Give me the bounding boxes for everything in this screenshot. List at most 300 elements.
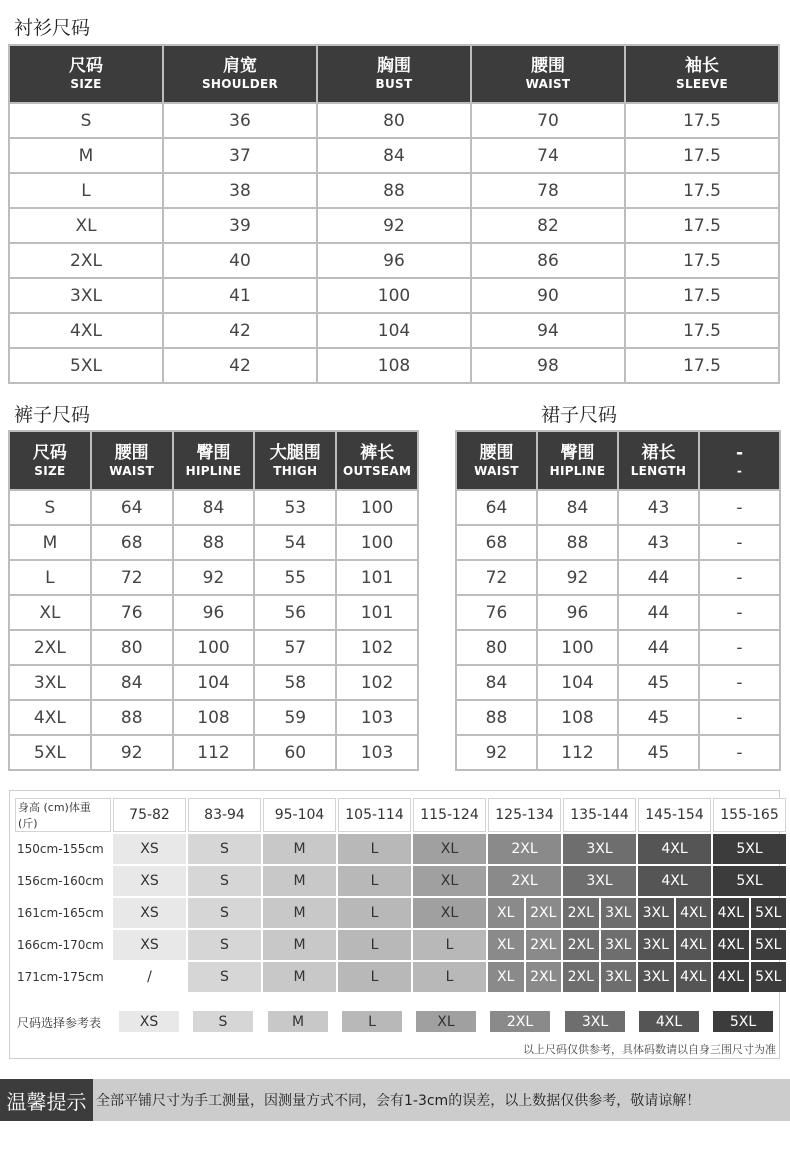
pants-cell: 54	[254, 525, 336, 560]
reference-split	[638, 962, 711, 992]
shirt-row	[9, 103, 779, 138]
skirt-cell: 76	[456, 595, 537, 630]
reference-cell: L	[338, 898, 411, 928]
reference-cell	[563, 930, 636, 960]
skirt-body	[456, 490, 780, 770]
reference-split	[488, 898, 561, 928]
shirt-cell: 82	[471, 208, 625, 243]
reference-split	[488, 962, 561, 992]
reference-note: 以上尺码仅供参考，具体码数请以自身三围尺寸为准	[523, 1043, 776, 1056]
skirt-header-cell	[537, 431, 618, 490]
skirt-cell: 44	[618, 630, 699, 665]
pants-cell: 112	[173, 735, 255, 770]
skirt-cell: 84	[537, 490, 618, 525]
reference-cell: L	[413, 930, 486, 960]
shirt-cell: 98	[471, 348, 625, 383]
reference-body	[15, 834, 786, 992]
skirt-row	[456, 490, 780, 525]
pants-cell: 68	[91, 525, 173, 560]
pants-cell: S	[9, 490, 91, 525]
reference-split-size: 2XL	[563, 898, 599, 928]
skirt-row	[456, 560, 780, 595]
reference-cell: L	[338, 962, 411, 992]
shirt-header-en: WAIST	[525, 77, 571, 91]
skirt-cell: -	[699, 665, 780, 700]
shirt-cell: 38	[163, 173, 317, 208]
skirt-size-table	[455, 430, 781, 771]
reference-cell	[488, 930, 561, 960]
shirt-cell: 4XL	[9, 313, 163, 348]
pants-header-en: THIGH	[273, 463, 318, 478]
pants-header-cn: 腰围	[114, 442, 149, 463]
reference-cell: M	[263, 898, 336, 928]
shirt-cell: 17.5	[625, 138, 779, 173]
reference-cell	[638, 962, 711, 992]
reference-split-size: XL	[488, 898, 524, 928]
pants-cell: 5XL	[9, 735, 91, 770]
pants-cell: 102	[336, 630, 418, 665]
shirt-cell: 3XL	[9, 278, 163, 313]
pants-cell: M	[9, 525, 91, 560]
reference-cell	[713, 930, 786, 960]
shirt-cell: 80	[317, 103, 471, 138]
reference-cell	[638, 930, 711, 960]
shirt-cell: 42	[163, 348, 317, 383]
shirt-cell: 100	[317, 278, 471, 313]
size-legend	[0, 1009, 790, 1033]
legend-chip: XS	[119, 1011, 179, 1032]
reference-split-size: 4XL	[713, 930, 749, 960]
shirt-cell: 17.5	[625, 243, 779, 278]
shirt-cell: 42	[163, 313, 317, 348]
skirt-cell: 72	[456, 560, 537, 595]
pants-cell: 84	[173, 490, 255, 525]
shirt-body	[9, 103, 779, 383]
legend-chip: 4XL	[639, 1011, 699, 1032]
reference-split-size: 2XL	[563, 930, 599, 960]
pants-row	[9, 700, 418, 735]
reference-cell	[563, 962, 636, 992]
reference-split-size: XL	[488, 930, 524, 960]
reference-cell: S	[188, 866, 261, 896]
skirt-cell: 88	[537, 525, 618, 560]
shirt-cell: 86	[471, 243, 625, 278]
skirt-row	[456, 700, 780, 735]
shirt-cell: 39	[163, 208, 317, 243]
shirt-cell: 36	[163, 103, 317, 138]
weight-range-header: 155-165	[713, 798, 786, 832]
reference-split-size: 4XL	[676, 962, 712, 992]
skirt-cell: 108	[537, 700, 618, 735]
skirt-cell: 43	[618, 525, 699, 560]
weight-range-header: 135-144	[563, 798, 636, 832]
reference-split	[713, 898, 786, 928]
shirt-row	[9, 348, 779, 383]
reference-split	[638, 898, 711, 928]
skirt-header-cn: -	[735, 442, 744, 463]
reference-cell: /	[113, 962, 186, 992]
skirt-cell: -	[699, 735, 780, 770]
skirt-cell: -	[699, 560, 780, 595]
pants-cell: 56	[254, 595, 336, 630]
shirt-cell: 70	[471, 103, 625, 138]
pants-cell: 101	[336, 595, 418, 630]
reference-split-size: 4XL	[713, 898, 749, 928]
reference-split-size: 2XL	[563, 962, 599, 992]
skirt-cell: 104	[537, 665, 618, 700]
skirt-cell: 84	[456, 665, 537, 700]
shirt-header-cell	[163, 45, 317, 103]
weight-range-header: 115-124	[413, 798, 486, 832]
shirt-header-cell	[9, 45, 163, 103]
shirt-row	[9, 138, 779, 173]
pants-cell: 100	[173, 630, 255, 665]
reference-split	[713, 962, 786, 992]
shirt-row	[9, 173, 779, 208]
shirt-cell: 104	[317, 313, 471, 348]
reference-corner-label: 身高 (cm)体重(斤)	[15, 798, 111, 832]
shirt-cell: 17.5	[625, 173, 779, 208]
shirt-cell: L	[9, 173, 163, 208]
reference-cell	[563, 898, 636, 928]
pants-row	[9, 490, 418, 525]
reference-cell: 5XL	[713, 866, 786, 896]
pants-header-en: WAIST	[109, 463, 155, 478]
pants-row	[9, 560, 418, 595]
legend-chip: L	[342, 1011, 402, 1032]
reference-cell: L	[338, 866, 411, 896]
pants-row	[9, 595, 418, 630]
shirt-cell: 5XL	[9, 348, 163, 383]
reference-split-size: XL	[488, 962, 524, 992]
skirt-cell: 92	[537, 560, 618, 595]
reference-split-size: 3XL	[638, 898, 674, 928]
shirt-row	[9, 313, 779, 348]
shirt-header-en: SHOULDER	[201, 77, 279, 91]
skirt-cell: 45	[618, 700, 699, 735]
skirt-header-en: HIPLINE	[549, 463, 606, 478]
reference-cell: L	[338, 930, 411, 960]
legend-chip: 2XL	[490, 1011, 550, 1032]
reference-split-size: 4XL	[713, 962, 749, 992]
reference-cell: XS	[113, 834, 186, 864]
skirt-cell: -	[699, 595, 780, 630]
pants-header-cell	[91, 431, 173, 490]
reference-cell	[638, 898, 711, 928]
shirt-header-en: BUST	[375, 77, 413, 91]
legend-chip: XL	[416, 1011, 476, 1032]
skirt-cell: 45	[618, 665, 699, 700]
pants-cell: 88	[91, 700, 173, 735]
reference-cell: M	[263, 834, 336, 864]
reference-cell: 3XL	[563, 866, 636, 896]
pants-cell: 92	[173, 560, 255, 595]
skirt-row	[456, 665, 780, 700]
shirt-header-en: SLEEVE	[676, 77, 728, 91]
shirt-header-cn: 腰围	[531, 56, 565, 76]
reference-cell: 4XL	[638, 866, 711, 896]
reference-cell: L	[338, 834, 411, 864]
reference-row	[15, 898, 786, 928]
shirt-cell: XL	[9, 208, 163, 243]
reference-cell: 2XL	[488, 866, 561, 896]
height-range-label: 150cm-155cm	[15, 834, 111, 864]
pants-cell: 2XL	[9, 630, 91, 665]
pants-cell: 103	[336, 735, 418, 770]
skirt-cell: 68	[456, 525, 537, 560]
skirt-header-cn: 臀围	[560, 442, 595, 463]
shirt-size-table	[8, 44, 780, 384]
shirt-cell: 17.5	[625, 103, 779, 138]
pants-header-en: OUTSEAM	[342, 463, 412, 478]
pants-cell: 80	[91, 630, 173, 665]
pants-row	[9, 665, 418, 700]
pants-row	[9, 525, 418, 560]
pants-header-cell	[336, 431, 418, 490]
reference-split	[713, 930, 786, 960]
reference-cell: S	[188, 930, 261, 960]
weight-range-header: 83-94	[188, 798, 261, 832]
reference-cell	[488, 898, 561, 928]
shirt-cell: 90	[471, 278, 625, 313]
pants-row	[9, 630, 418, 665]
shirt-cell: 88	[317, 173, 471, 208]
reference-cell	[488, 962, 561, 992]
pants-title: 裤子尺码	[14, 404, 91, 426]
reference-split-size: 3XL	[601, 930, 637, 960]
height-range-label: 156cm-160cm	[15, 866, 111, 896]
weight-range-header: 125-134	[488, 798, 561, 832]
reference-header-row	[15, 798, 786, 832]
skirt-header-cell	[456, 431, 537, 490]
skirt-cell: 92	[456, 735, 537, 770]
reference-split-size: 2XL	[526, 930, 562, 960]
pants-header-en: SIZE	[34, 463, 66, 478]
skirt-cell: -	[699, 490, 780, 525]
pants-row	[9, 735, 418, 770]
skirt-cell: 100	[537, 630, 618, 665]
reference-split-size: 2XL	[526, 898, 562, 928]
reference-split-size: 3XL	[638, 930, 674, 960]
shirt-cell: 74	[471, 138, 625, 173]
height-range-label: 166cm-170cm	[15, 930, 111, 960]
pants-cell: 3XL	[9, 665, 91, 700]
pants-cell: 60	[254, 735, 336, 770]
shirt-cell: M	[9, 138, 163, 173]
shirt-cell: 92	[317, 208, 471, 243]
reference-split-size: 4XL	[676, 930, 712, 960]
reference-cell: XL	[413, 898, 486, 928]
reference-row	[15, 962, 786, 992]
pants-header-cn: 裤长	[360, 442, 395, 463]
skirt-header-row	[456, 431, 780, 490]
warm-tip-bar	[0, 1079, 790, 1121]
skirt-header-en: -	[736, 463, 743, 478]
warm-tip-label: 温馨提示	[0, 1079, 93, 1121]
legend-chip: M	[268, 1011, 328, 1032]
reference-cell: 2XL	[488, 834, 561, 864]
skirt-cell: 112	[537, 735, 618, 770]
reference-cell: S	[188, 962, 261, 992]
skirt-header-cell	[618, 431, 699, 490]
pants-cell: 84	[91, 665, 173, 700]
pants-cell: 104	[173, 665, 255, 700]
shirt-header-cell	[471, 45, 625, 103]
pants-cell: 76	[91, 595, 173, 630]
reference-cell: XS	[113, 866, 186, 896]
shirt-cell: 78	[471, 173, 625, 208]
height-range-label: 171cm-175cm	[15, 962, 111, 992]
shirt-cell: 17.5	[625, 348, 779, 383]
skirt-row	[456, 595, 780, 630]
reference-split	[638, 930, 711, 960]
pants-cell: 72	[91, 560, 173, 595]
reference-cell	[713, 962, 786, 992]
legend-chip: 5XL	[713, 1011, 773, 1032]
skirt-cell: 80	[456, 630, 537, 665]
shirt-cell: 2XL	[9, 243, 163, 278]
shirt-header-en: SIZE	[70, 77, 102, 91]
reference-cell: S	[188, 834, 261, 864]
reference-cell: 4XL	[638, 834, 711, 864]
reference-row	[15, 834, 786, 864]
reference-split-size: 4XL	[676, 898, 712, 928]
shirt-cell: 94	[471, 313, 625, 348]
reference-cell: M	[263, 930, 336, 960]
shirt-cell: 84	[317, 138, 471, 173]
skirt-cell: 43	[618, 490, 699, 525]
reference-split-size: 5XL	[751, 930, 787, 960]
skirt-header-cn: 裙长	[641, 442, 676, 463]
reference-cell: XL	[413, 866, 486, 896]
shirt-title: 衬衫尺码	[14, 17, 91, 39]
pants-body	[9, 490, 418, 770]
reference-split-size: 3XL	[638, 962, 674, 992]
pants-cell: 96	[173, 595, 255, 630]
pants-cell: 53	[254, 490, 336, 525]
weight-range-header: 105-114	[338, 798, 411, 832]
pants-header-cell	[254, 431, 336, 490]
reference-row	[15, 866, 786, 896]
pants-cell: 103	[336, 700, 418, 735]
skirt-cell: 64	[456, 490, 537, 525]
reference-cell: 5XL	[713, 834, 786, 864]
skirt-row	[456, 630, 780, 665]
pants-cell: 100	[336, 490, 418, 525]
reference-cell: M	[263, 962, 336, 992]
skirt-header-en: LENGTH	[630, 463, 687, 478]
shirt-cell: 96	[317, 243, 471, 278]
pants-header-en: HIPLINE	[185, 463, 242, 478]
pants-header-cell	[9, 431, 91, 490]
reference-cell: XS	[113, 898, 186, 928]
reference-cell: 3XL	[563, 834, 636, 864]
reference-cell	[713, 898, 786, 928]
shirt-cell: 108	[317, 348, 471, 383]
height-weight-reference-table	[13, 796, 788, 994]
shirt-header-cn: 胸围	[377, 56, 411, 76]
shirt-header-row	[9, 45, 779, 103]
pants-cell: 57	[254, 630, 336, 665]
shirt-row	[9, 243, 779, 278]
reference-split-size: 5XL	[751, 898, 787, 928]
reference-cell: L	[413, 962, 486, 992]
skirt-cell: 88	[456, 700, 537, 735]
pants-cell: 100	[336, 525, 418, 560]
skirt-cell: 44	[618, 595, 699, 630]
pants-header-cn: 臀围	[196, 442, 231, 463]
pants-header-cn: 大腿围	[269, 442, 321, 463]
shirt-header-cn: 袖长	[685, 56, 719, 76]
pants-cell: 101	[336, 560, 418, 595]
weight-range-header: 95-104	[263, 798, 336, 832]
pants-cell: 58	[254, 665, 336, 700]
shirt-header-cell	[317, 45, 471, 103]
pants-cell: 64	[91, 490, 173, 525]
pants-cell: 59	[254, 700, 336, 735]
skirt-cell: -	[699, 525, 780, 560]
pants-header-row	[9, 431, 418, 490]
shirt-cell: S	[9, 103, 163, 138]
skirt-row	[456, 735, 780, 770]
shirt-cell: 37	[163, 138, 317, 173]
reference-split-size: 2XL	[526, 962, 562, 992]
legend-chip: S	[193, 1011, 253, 1032]
reference-cell: XS	[113, 930, 186, 960]
skirt-header-cell	[699, 431, 780, 490]
shirt-header-cell	[625, 45, 779, 103]
shirt-row	[9, 278, 779, 313]
reference-cell: XL	[413, 834, 486, 864]
pants-size-table	[8, 430, 419, 771]
reference-split	[488, 930, 561, 960]
skirt-cell: 45	[618, 735, 699, 770]
reference-split-size: 5XL	[751, 962, 787, 992]
shirt-header-cn: 尺码	[69, 56, 103, 76]
skirt-cell: -	[699, 700, 780, 735]
skirt-cell: -	[699, 630, 780, 665]
weight-range-header: 75-82	[113, 798, 186, 832]
reference-row	[15, 930, 786, 960]
pants-cell: 108	[173, 700, 255, 735]
shirt-cell: 40	[163, 243, 317, 278]
pants-cell: 92	[91, 735, 173, 770]
shirt-cell: 17.5	[625, 208, 779, 243]
pants-cell: XL	[9, 595, 91, 630]
warm-tip-text: 全部平铺尺寸为手工测量，因测量方式不同，会有1-3cm的误差，以上数据仅供参考，敬请谅解！	[96, 1093, 701, 1109]
reference-cell: S	[188, 898, 261, 928]
pants-cell: 55	[254, 560, 336, 595]
pants-cell: L	[9, 560, 91, 595]
pants-cell: 88	[173, 525, 255, 560]
shirt-row	[9, 208, 779, 243]
shirt-cell: 17.5	[625, 313, 779, 348]
pants-cell: 102	[336, 665, 418, 700]
shirt-header-cn: 肩宽	[223, 56, 257, 76]
pants-header-cell	[173, 431, 255, 490]
skirt-title: 裙子尺码	[541, 404, 618, 426]
reference-cell: M	[263, 866, 336, 896]
pants-cell: 4XL	[9, 700, 91, 735]
reference-split-size: 3XL	[601, 962, 637, 992]
reference-split	[563, 930, 636, 960]
skirt-cell: 96	[537, 595, 618, 630]
legend-title: 尺码选择参考表	[17, 1016, 102, 1030]
height-range-label: 161cm-165cm	[15, 898, 111, 928]
reference-split	[563, 898, 636, 928]
pants-header-cn: 尺码	[32, 442, 67, 463]
reference-split-size: 3XL	[601, 898, 637, 928]
